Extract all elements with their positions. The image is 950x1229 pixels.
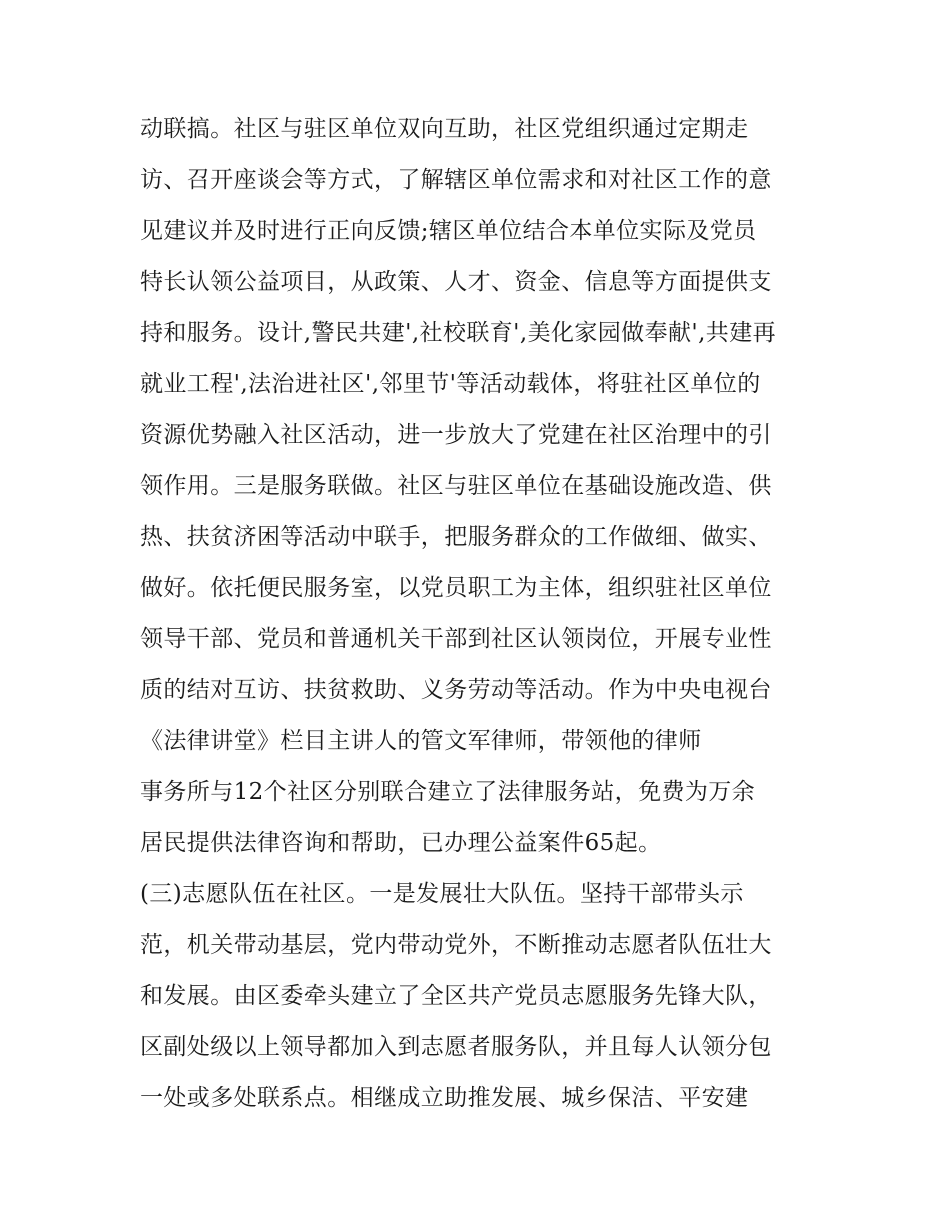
text-line: 资源优势融入社区活动，进一步放大了党建在社区治理中的引	[140, 422, 772, 448]
text-line: 就业工程',法治进社区',邻里节'等活动载体，将驻社区单位的	[140, 371, 761, 397]
body-text	[140, 104, 830, 1124]
text-line: 和发展。由区委牵头建立了全区共产党员志愿服务先锋大队，	[140, 983, 772, 1009]
text-line: 《法律讲堂》栏目主讲人的管文军律师，带领他的律师	[140, 728, 702, 754]
text-line: 领作用。三是服务联做。社区与驻区单位在基础设施改造、供	[140, 473, 772, 499]
text-line: 居民提供法律咨询和帮助，已办理公益案件65起。	[140, 830, 662, 856]
text-line: 做好。依托便民服务室，以党员职工为主体，组织驻社区单位	[140, 575, 772, 601]
text-line: 特长认领公益项目，从政策、人才、资金、信息等方面提供支	[140, 269, 772, 295]
text-line: 见建议并及时进行正向反馈;辖区单位结合本单位实际及党员	[140, 218, 757, 244]
text-line: 持和服务。设计,警民共建',社校联育',美化家园做奉献',共建再	[140, 320, 777, 346]
text-line: 范，机关带动基层，党内带动党外，不断推动志愿者队伍壮大	[140, 932, 772, 958]
text-line: 领导干部、党员和普通机关干部到社区认领岗位，开展专业性	[140, 626, 772, 652]
text-line: 质的结对互访、扶贫救助、义务劳动等活动。作为中央电视台	[140, 677, 772, 703]
text-line: 热、扶贫济困等活动中联手，把服务群众的工作做细、做实、	[140, 524, 772, 550]
text-line: 区副处级以上领导都加入到志愿者服务队，并且每人认领分包	[140, 1034, 772, 1060]
text-line: 事务所与12个社区分别联合建立了法律服务站，免费为万余	[140, 779, 756, 805]
section-heading-line: (三)志愿队伍在社区。一是发展壮大队伍。坚持干部带头示	[140, 881, 744, 907]
text-line: 动联搞。社区与驻区单位双向互助，社区党组织通过定期走	[140, 116, 749, 142]
text-line: 一处或多处联系点。相继成立助推发展、城乡保洁、平安建	[140, 1085, 749, 1111]
text-line: 访、召开座谈会等方式，了解辖区单位需求和对社区工作的意	[140, 167, 772, 193]
